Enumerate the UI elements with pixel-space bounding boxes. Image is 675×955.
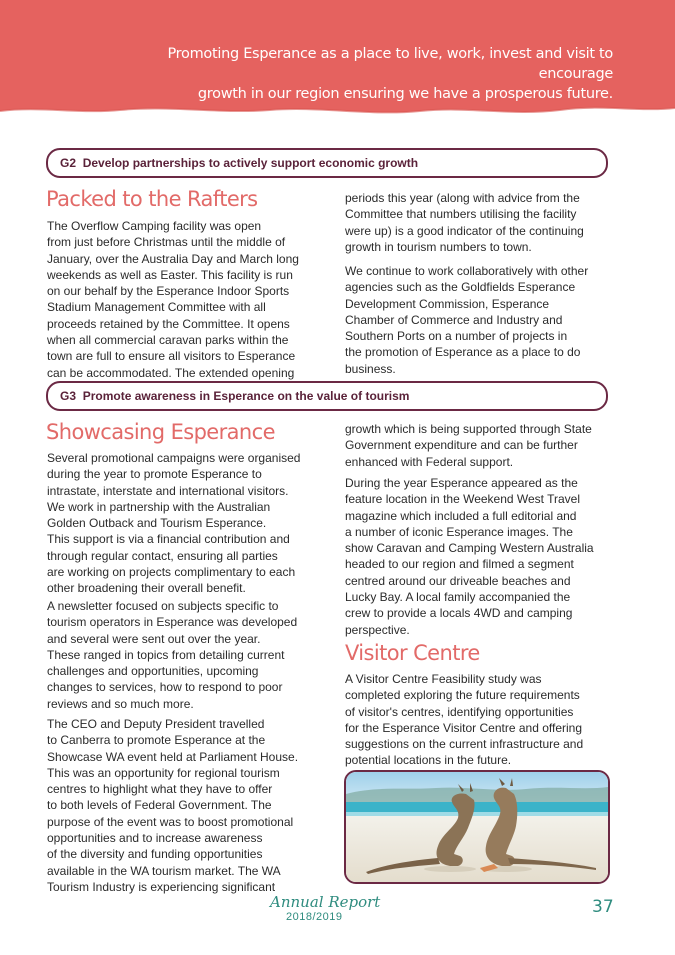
packed-heading: Packed to the Rafters bbox=[46, 187, 258, 211]
packed-para-1: The Overflow Camping facility was open from just before Christmas until the middle of January, over the Australia Day and March long weekends as well as Easter. This facility is run on our behalf by the Esperance Indoor Sports Stadium Management Committee with all proceeds retained by the Committee. It opens when all commercial caravan parks within the town are full to ensure all visitors to Esperance can be accommodated. The extended opening bbox=[47, 219, 299, 380]
packed-para-2: periods this year (along with advice from the Committee that numbers utilising the facility were up) is a good indicator of the continuing growth in tourism numbers to town. bbox=[345, 191, 584, 254]
showcasing-para-3: The CEO and Deputy President travelled to Canberra to promote Esperance at the Showcase WA event held at Parliament House. This was an opportunity for regional tourism centres to highlight what they have to offer to both levels of Federal Government. The purpose of the event was to boost promotional opportunities and to increase awareness of the diversity and funding opportunities available in the WA tourism market. The WA Tourism Industry is experiencing significant bbox=[47, 717, 299, 894]
goal-g2-code: G2 bbox=[60, 156, 77, 170]
goal-g3-box bbox=[46, 381, 608, 411]
footer-year: 2018/2019 bbox=[286, 911, 343, 923]
banner-tagline bbox=[93, 44, 613, 104]
packed-para-3: We continue to work collaboratively with other agencies such as the Goldfields Esperance Development Commission, Esperance Chamber of Commerce and Industry and Southern Ports on a number of projects in the promotion of Esperance as a place to do business. bbox=[345, 264, 589, 376]
footer-annual-report-title: Annual Report bbox=[270, 893, 381, 911]
showcasing-para-1: Several promotional campaigns were organised during the year to promote Esperance to intrastate, interstate and international visitors. We work in partnership with the Australian Golden Outback and Tourism Esperance. This support is via a financial contribution and through regular contact, ensuring all parties are working on projects complimentary to each other broadening their overall benefit. bbox=[47, 451, 301, 596]
kangaroo-beach-photo bbox=[344, 770, 610, 884]
visitor-para-1: A Visitor Centre Feasibility study was completed exploring the future requirements of visitor's centres, identifying opportunities for the Esperance Visitor Centre and offering suggestions on the current infrastructure and potential locations in the future. bbox=[345, 672, 584, 768]
tagline-line-2: growth in our region ensuring we have a prosperous future. bbox=[197, 86, 613, 102]
goal-g3-code: G3 bbox=[60, 389, 77, 403]
goal-g3-label bbox=[60, 389, 409, 403]
goal-g3-title: Promote awareness in Esperance on the value of tourism bbox=[82, 389, 410, 403]
goal-g2-title: Develop partnerships to actively support economic growth bbox=[82, 156, 419, 170]
tagline-line-1: Promoting Esperance as a place to live, work, invest and visit to encourage bbox=[167, 46, 613, 82]
showcasing-para-2: A newsletter focused on subjects specific to tourism operators in Esperance was developed and several were sent out over the year. These ranged in topics from detailing current challenges and opportunities, upcoming changes to services, how to respond to poor reviews and so much more. bbox=[47, 599, 298, 711]
showcasing-para-5: During the year Esperance appeared as the feature location in the Weekend West Travel magazine which included a full editorial and a number of iconic Esperance images. The show Caravan and Camping Western Australia headed to our region and filmed a segment centred around our driveable beaches and Lucky Bay. A local family accompanied the crew to provide a locals 4WD and camping perspective. bbox=[345, 476, 594, 637]
goal-g2-label bbox=[60, 156, 418, 170]
showcasing-heading: Showcasing Esperance bbox=[46, 420, 275, 444]
kangaroo-illustration bbox=[346, 772, 608, 882]
showcasing-para-4: growth which is being supported through State Government expenditure and can be further enhanced with Federal support. bbox=[345, 422, 592, 469]
visitor-heading: Visitor Centre bbox=[345, 641, 480, 665]
goal-g2-box bbox=[46, 148, 608, 178]
page-number: 37 bbox=[592, 897, 614, 917]
